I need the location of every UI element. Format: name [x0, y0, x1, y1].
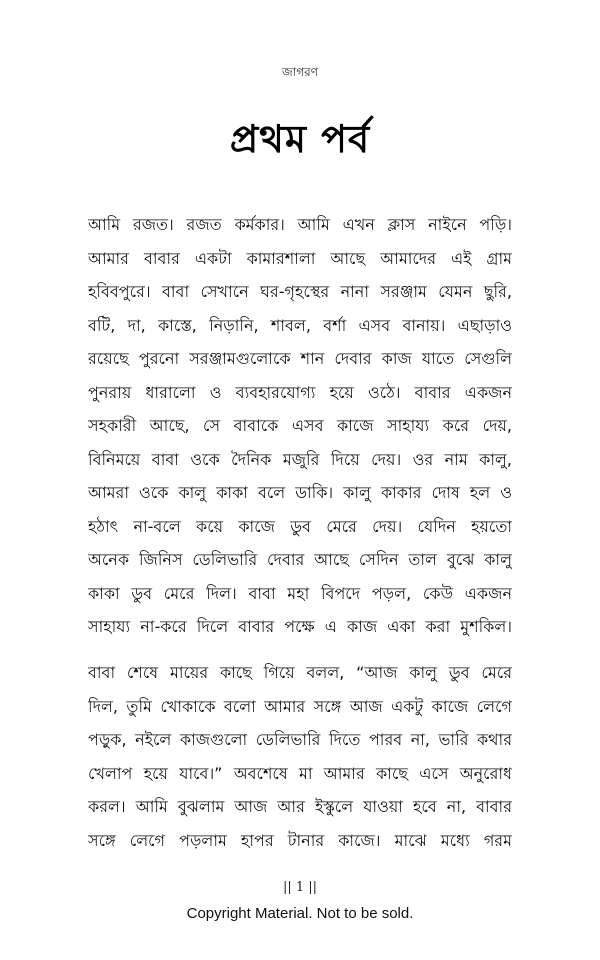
text-line: পুনরায় ধারালো ও ব্যবহারযোগ্য হয়ে ওঠে। বাবার একজন: [88, 382, 512, 402]
text-line: সাহায্য না-করে দিলে বাবার পক্ষে এ কাজ একা করা মুশকিল।: [88, 617, 512, 636]
text-line: সহকারী আছে, সে বাবাকে এসব কাজে সাহায্য করে দেয়,: [88, 416, 512, 435]
text-line: আমি রজত। রজত কর্মকার। আমি এখন ক্লাস নাইনে পড়ি।: [88, 215, 512, 234]
text-line: হঠাৎ না-বলে কয়ে কাজে ডুব মেরে দেয়। যেদিন হয়তো: [88, 516, 512, 536]
text-line: বটি, দা, কাস্তে, নিড়ানি, শাবল, বর্শা এসব বানায়। এছাড়াও: [88, 315, 512, 335]
page-number: || 1 ||: [282, 880, 318, 895]
chapter-title: প্রথম পর্ব: [229, 117, 371, 161]
text-line: বিনিময়ে বাবা ওকে দৈনিক মজুরি দিয়ে দেয়। ওর নাম কালু,: [88, 449, 512, 469]
text-line: খেলাপ হয়ে যাবে।” অবশেষে মা আমার কাছে এসে অনুরোধ: [88, 763, 512, 783]
text-line: দিল, তুমি খোকাকে বলো আমার সঙ্গে আজ একটু কাজে লেগে: [88, 696, 512, 716]
paragraph-1: [88, 208, 512, 644]
text-line: আমরা ওকে কালু কাকা বলে ডাকি। কালু কাকার দোষ হল ও: [88, 483, 512, 502]
text-line: বাবা শেষে মায়ের কাছে গিয়ে বলল, “আজ কালু ডুব মেরে: [88, 663, 512, 682]
text-line: সঙ্গে লেগে পড়লাম হাপর টানার কাজে। মাঝে মধ্যে গরম: [88, 830, 512, 850]
running-head: জাগরণ: [282, 65, 318, 79]
paragraph-2: [88, 656, 512, 857]
copyright-notice: Copyright Material. Not to be sold.: [186, 905, 414, 922]
text-line: অনেক জিনিস ডেলিভারি দেবার আছে সেদিন তাল বুঝে কালু: [88, 550, 512, 569]
text-line: রয়েছে পুরনো সরঞ্জামগুলোকে শান দেবার কাজ যাতে সেগুলি: [88, 349, 512, 368]
text-line: হবিবপুরে। বাবা সেখানে ঘর-গৃহস্থের নানা সরঞ্জাম যেমন ছুরি,: [88, 282, 512, 301]
text-line: আমার বাবার একটা কামারশালা আছে আমাদের এই গ্রাম: [88, 248, 512, 268]
text-line: পড়ুক, নইলে কাজগুলো ডেলিভারি দিতে পারব না, ভারি কথার: [88, 730, 512, 749]
text-line: করল। আমি বুঝলাম আজ আর ইস্কুলে যাওয়া হবে না, বাবার: [88, 797, 512, 816]
text-line: কাকা ডুব মেরে দিল। বাবা মহা বিপদে পড়ল, কেউ একজন: [88, 583, 512, 603]
